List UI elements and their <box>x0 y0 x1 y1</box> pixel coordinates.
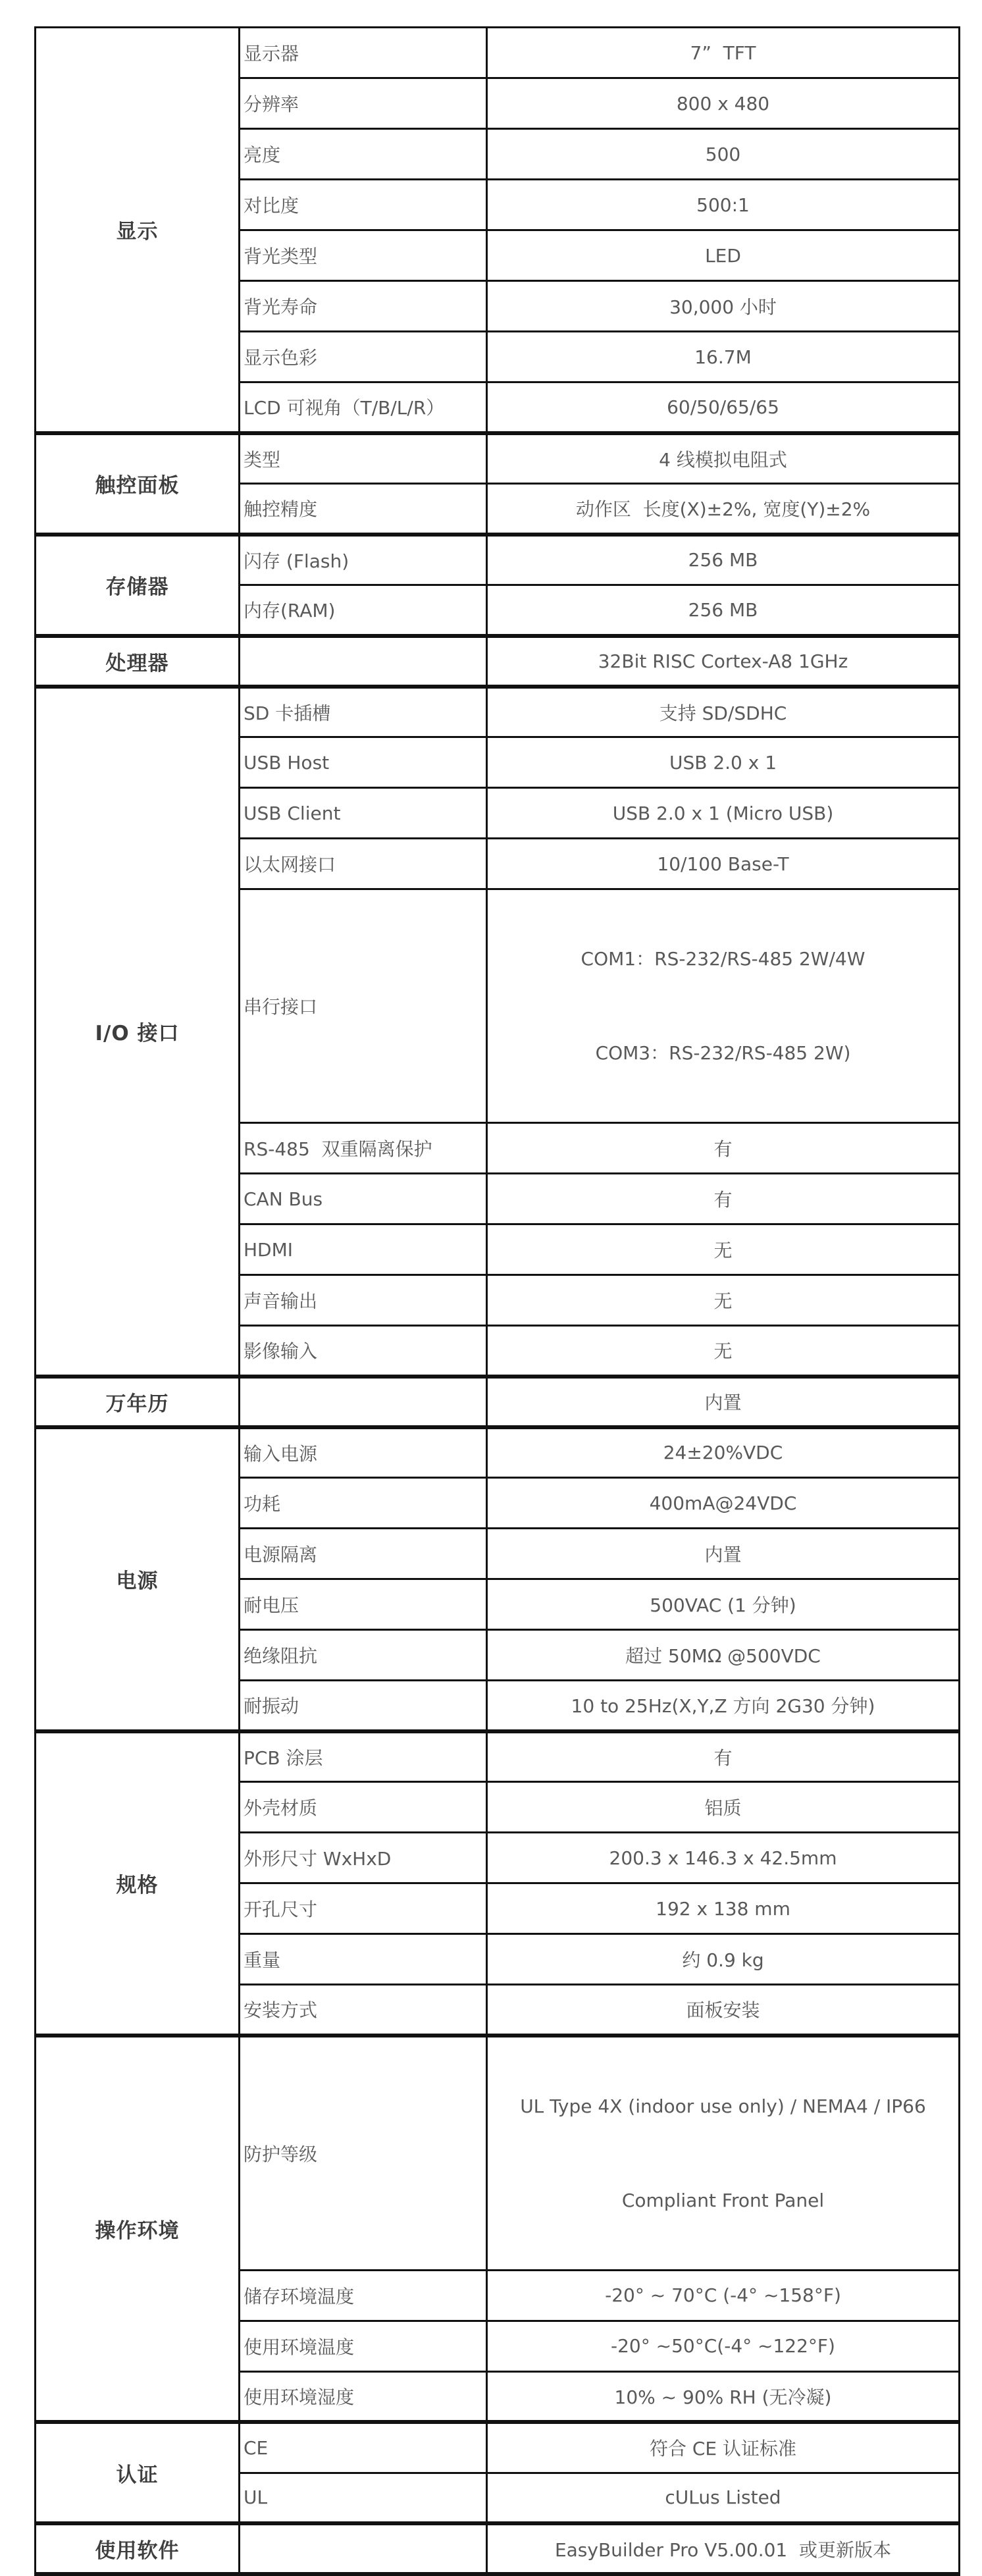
spec-row <box>36 2523 960 2574</box>
spec-value-cell: 24±20%VDC <box>487 1427 960 1478</box>
spec-row <box>36 1427 960 1478</box>
spec-value-cell: 10/100 Base-T <box>487 839 960 889</box>
spec-value-cell <box>487 889 960 1123</box>
spec-row <box>36 433 960 484</box>
spec-value-cell: 约 0.9 kg <box>487 1934 960 1985</box>
spec-value-cell: 无 <box>487 1224 960 1275</box>
spec-value-cell: 无 <box>487 1275 960 1326</box>
spec-value-line: Compliant Front Panel <box>621 2189 825 2211</box>
spec-label-cell: 背光寿命 <box>240 281 487 332</box>
spec-label-cell: 闪存 (Flash) <box>240 535 487 585</box>
spec-label-cell: SD 卡插槽 <box>240 687 487 737</box>
category-memory: 存储器 <box>36 535 240 636</box>
spec-value-cell: 800 x 480 <box>487 78 960 129</box>
spec-label-cell: 功耗 <box>240 1478 487 1529</box>
spec-value-cell: -20° ~ 70°C (-4° ~158°F) <box>487 2270 960 2321</box>
spec-value-cell: 符合 CE 认证标准 <box>487 2422 960 2473</box>
spec-value-cell: 10 to 25Hz(X,Y,Z 方向 2G30 分钟) <box>487 1681 960 1731</box>
spec-table <box>34 26 960 2576</box>
spec-label-cell: 串行接口 <box>240 889 487 1123</box>
spec-value-line: UL Type 4X (indoor use only) / NEMA4 / IP66 <box>520 2095 926 2117</box>
spec-value-cell: 30,000 小时 <box>487 281 960 332</box>
spec-label-cell: HDMI <box>240 1224 487 1275</box>
spec-value-cell: 有 <box>487 1731 960 1782</box>
spec-label-cell: PCB 涂层 <box>240 1731 487 1782</box>
spec-value-cell: 内置 <box>487 1377 960 1427</box>
spec-label-cell: 影像输入 <box>240 1326 487 1377</box>
category-calendar: 万年历 <box>36 1377 240 1427</box>
spec-value-cell: USB 2.0 x 1 (Micro USB) <box>487 788 960 839</box>
spec-label-cell: 电源隔离 <box>240 1529 487 1579</box>
spec-value-cell: 10% ~ 90% RH (无冷凝) <box>487 2371 960 2422</box>
spec-label-cell: 类型 <box>240 433 487 484</box>
category-software: 使用软件 <box>36 2523 240 2574</box>
spec-row <box>36 1377 960 1427</box>
spec-value-cell: 支持 SD/SDHC <box>487 687 960 737</box>
spec-row <box>36 687 960 737</box>
spec-row <box>36 2036 960 2271</box>
spec-row <box>36 1731 960 1782</box>
spec-label-cell: 重量 <box>240 1934 487 1985</box>
spec-label-cell: 使用环境温度 <box>240 2321 487 2371</box>
spec-label-cell: 耐振动 <box>240 1681 487 1731</box>
spec-value-cell: 7” TFT <box>487 28 960 78</box>
spec-label-cell: 外形尺寸 WxHxD <box>240 1833 487 1883</box>
category-specs: 规格 <box>36 1731 240 2036</box>
category-certification: 认证 <box>36 2422 240 2523</box>
spec-value-line: COM1：RS-232/RS-485 2W/4W <box>581 948 866 970</box>
category-processor: 处理器 <box>36 636 240 687</box>
spec-label-cell: 耐电压 <box>240 1579 487 1630</box>
spec-value-cell: 无 <box>487 1326 960 1377</box>
spec-label-cell <box>240 2523 487 2574</box>
spec-value-cell: 500VAC (1 分钟) <box>487 1579 960 1630</box>
spec-value-cell: 16.7M <box>487 332 960 382</box>
spec-value-cell: 256 MB <box>487 585 960 636</box>
spec-table-body <box>36 28 960 2575</box>
spec-label-cell: 输入电源 <box>240 1427 487 1478</box>
spec-label-cell: CAN Bus <box>240 1174 487 1224</box>
category-touch-panel: 触控面板 <box>36 433 240 535</box>
spec-label-cell: 分辨率 <box>240 78 487 129</box>
spec-value-cell: cULus Listed <box>487 2473 960 2523</box>
spec-value-cell: 超过 50MΩ @500VDC <box>487 1630 960 1681</box>
spec-label-cell: 储存环境温度 <box>240 2270 487 2321</box>
spec-value-cell: USB 2.0 x 1 <box>487 737 960 788</box>
spec-row <box>36 2422 960 2473</box>
spec-value-cell: 有 <box>487 1174 960 1224</box>
spec-label-cell: 防护等级 <box>240 2036 487 2271</box>
spec-value-cell: 32Bit RISC Cortex-A8 1GHz <box>487 636 960 687</box>
spec-label-cell: 声音输出 <box>240 1275 487 1326</box>
spec-value-cell: 面板安装 <box>487 1985 960 2036</box>
spec-value-cell: -20° ~50°C(-4° ~122°F) <box>487 2321 960 2371</box>
spec-label-cell: 外壳材质 <box>240 1782 487 1833</box>
spec-value-cell: 60/50/65/65 <box>487 382 960 433</box>
spec-label-cell: 安装方式 <box>240 1985 487 2036</box>
category-environment: 操作环境 <box>36 2036 240 2423</box>
spec-label-cell <box>240 1377 487 1427</box>
spec-label-cell: 以太网接口 <box>240 839 487 889</box>
spec-label-cell: 绝缘阻抗 <box>240 1630 487 1681</box>
spec-label-cell: CE <box>240 2422 487 2473</box>
spec-value-cell: 192 x 138 mm <box>487 1883 960 1934</box>
category-power: 电源 <box>36 1427 240 1731</box>
spec-row <box>36 28 960 78</box>
spec-value-cell: 动作区 长度(X)±2%, 宽度(Y)±2% <box>487 484 960 535</box>
spec-label-cell: 开孔尺寸 <box>240 1883 487 1934</box>
spec-label-cell: USB Client <box>240 788 487 839</box>
spec-label-cell: USB Host <box>240 737 487 788</box>
spec-label-cell <box>240 636 487 687</box>
spec-value-cell: 内置 <box>487 1529 960 1579</box>
spec-label-cell: 显示色彩 <box>240 332 487 382</box>
spec-label-cell: 背光类型 <box>240 230 487 281</box>
spec-label-cell: 使用环境湿度 <box>240 2371 487 2422</box>
spec-label-cell: 显示器 <box>240 28 487 78</box>
spec-label-cell: 触控精度 <box>240 484 487 535</box>
spec-value-cell: EasyBuilder Pro V5.00.01 或更新版本 <box>487 2523 960 2574</box>
spec-value-cell: 500:1 <box>487 180 960 230</box>
spec-row <box>36 535 960 585</box>
spec-value-cell: 200.3 x 146.3 x 42.5mm <box>487 1833 960 1883</box>
category-io: I/O 接口 <box>36 687 240 1377</box>
spec-value-cell: LED <box>487 230 960 281</box>
spec-value-cell: 铝质 <box>487 1782 960 1833</box>
spec-value-cell: 256 MB <box>487 535 960 585</box>
spec-label-cell: UL <box>240 2473 487 2523</box>
category-display: 显示 <box>36 28 240 433</box>
spec-value-line: COM3：RS-232/RS-485 2W) <box>595 1042 851 1064</box>
spec-value-cell: 500 <box>487 129 960 180</box>
spec-value-cell <box>487 2036 960 2271</box>
spec-value-cell: 4 线模拟电阻式 <box>487 433 960 484</box>
spec-label-cell: 亮度 <box>240 129 487 180</box>
spec-label-cell: 内存(RAM) <box>240 585 487 636</box>
spec-label-cell: LCD 可视角（T/B/L/R） <box>240 382 487 433</box>
spec-value-cell: 400mA@24VDC <box>487 1478 960 1529</box>
spec-label-cell: RS-485 双重隔离保护 <box>240 1123 487 1174</box>
spec-row <box>36 636 960 687</box>
spec-label-cell: 对比度 <box>240 180 487 230</box>
spec-value-cell: 有 <box>487 1123 960 1174</box>
